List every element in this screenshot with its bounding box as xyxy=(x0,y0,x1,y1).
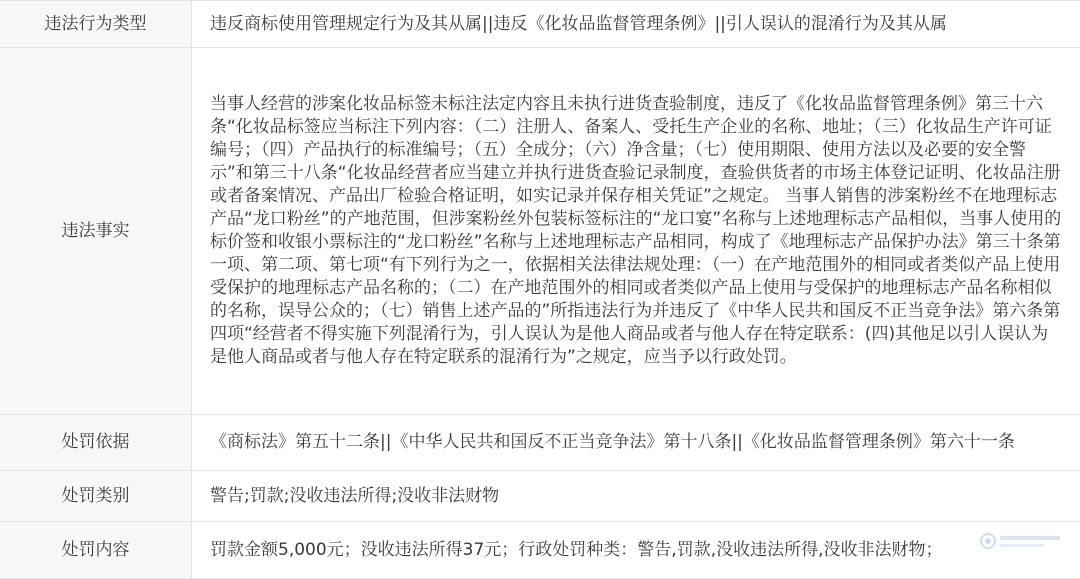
table-row-violation-type xyxy=(0,1,1080,48)
violation-facts-value: 当事人经营的涉案化妆品标签未标注法定内容且未执行进货查验制度，违反了《化妆品监督管理条例》第三十六条“化妆品标签应当标注下列内容：（二）注册人、备案人、受托生产企业的名称、地址；（三）化妆品生产许可证编号；（四）产品执行的标准编号；（五）全成分；（六）净含量；（七）使用期限、使用方法以及必要的安全警示”和第三十八条“化妆品经营者应当建立并执行进货查验记录制度，查验供货者的市场主体登记证明、化妆品注册或者备案情况、产品出厂检验合格证明，如实记录并保存相关凭证”之规定。 当事人销售的涉案粉丝不在地理标志产品“龙口粉丝”的产地范围，但涉案粉丝外包装标签标注的“龙口宴”名称与上述地理标志产品相似，当事人使用的标价签和收银小票标注的“龙口粉丝”名称与上述地理标志产品相同，构成了《地理标志产品保护办法》第三十条第一项、第二项、第七项“有下列行为之一，依据相关法律法规处理：（一）在产地范围外的相同或者类似产品上使用受保护的地理标志产品名称的；（二）在产地范围外的相同或者类似产品上使用与受保护的地理标志产品名称相似的名称，误导公众的；（七）销售上述产品的”所指违法行为并违反了《中华人民共和国反不正当竞争法》第六条第四项“经营者不得实施下列混淆行为，引人误认为是他人商品或者与他人存在特定联系：(四)其他足以引人误认为是他人商品或者与他人存在特定联系的混淆行为”之规定，应当予以行政处罚。 xyxy=(192,48,1080,415)
penalty-content-label: 处罚内容 xyxy=(0,522,192,579)
penalty-category-value: 警告;罚款;没收违法所得;没收非法财物 xyxy=(192,471,1080,522)
table-row-penalty-basis xyxy=(0,415,1080,471)
penalty-basis-label: 处罚依据 xyxy=(0,415,192,471)
penalty-basis-value: 《商标法》第五十二条||《中华人民共和国反不正当竞争法》第十八条||《化妆品监督管理条例》第六十一条 xyxy=(192,415,1080,471)
penalty-category-label: 处罚类别 xyxy=(0,471,192,522)
violation-facts-label: 违法事实 xyxy=(0,48,192,415)
violation-type-value: 违反商标使用管理规定行为及其从属||违反《化妆品监督管理条例》||引人误认的混淆行为及其从属 xyxy=(192,1,1080,48)
violation-type-label: 违法行为类型 xyxy=(0,1,192,48)
penalty-content-value: 罚款金额5,000元；没收违法所得37元；行政处罚种类：警告,罚款,没收违法所得,没收非法财物； xyxy=(192,522,1080,579)
table-row-violation-facts xyxy=(0,48,1080,415)
watermark-logo-icon xyxy=(978,528,1066,554)
table-row-penalty-content xyxy=(0,522,1080,579)
table-row-penalty-category xyxy=(0,471,1080,522)
